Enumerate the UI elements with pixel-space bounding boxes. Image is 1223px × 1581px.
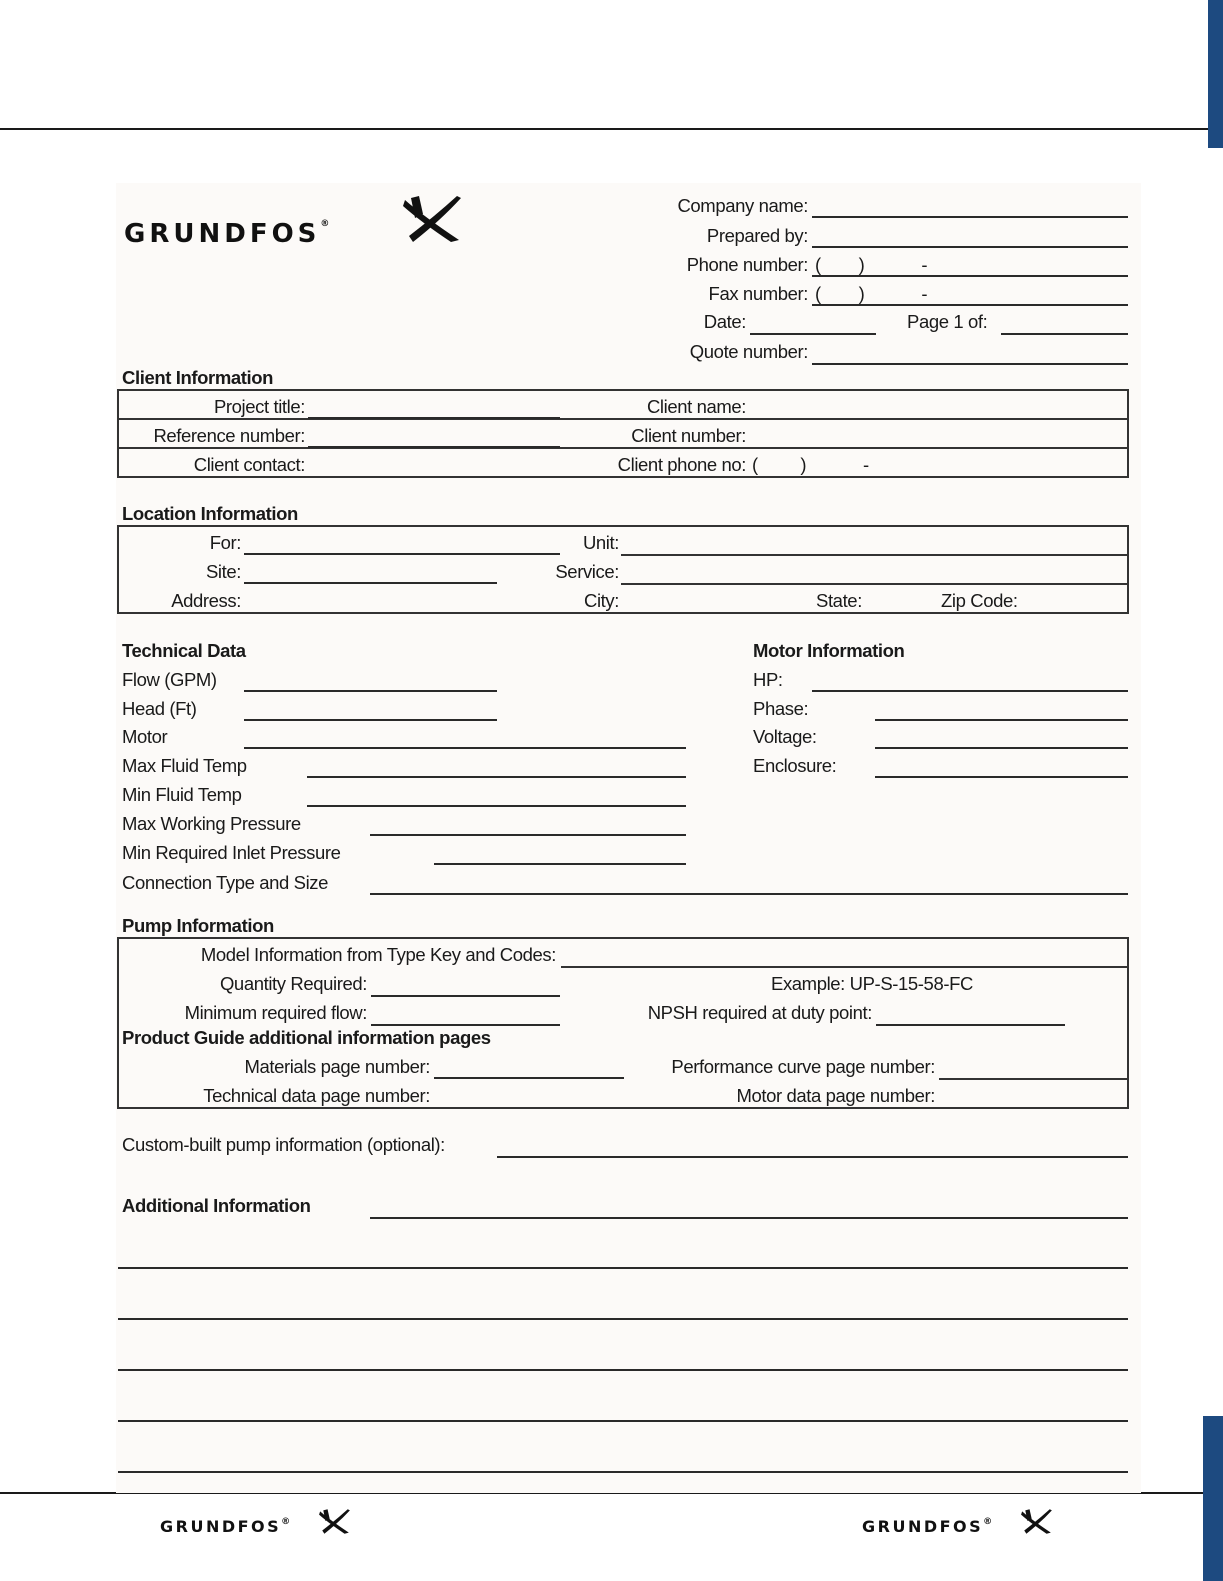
reference-number-label: Reference number: — [153, 425, 305, 446]
head-label: Head (Ft) — [122, 698, 197, 719]
max-working-pressure-label: Max Working Pressure — [122, 813, 301, 834]
fax-number-template: ( ) - — [815, 283, 928, 304]
site-field[interactable] — [244, 582, 497, 584]
quantity-required-field[interactable] — [371, 995, 560, 997]
hp-field[interactable] — [812, 690, 1128, 692]
fax-number-label: Fax number: — [708, 283, 808, 304]
phone-number-field[interactable] — [812, 275, 1128, 277]
motor-page-label: Motor data page number: — [736, 1085, 935, 1106]
location-row-divider — [621, 583, 1127, 585]
min-fluid-temp-field[interactable] — [307, 805, 686, 807]
date-field[interactable] — [750, 333, 876, 335]
example-text: Example: UP-S-15-58-FC — [771, 973, 973, 994]
client-phone-template: ( ) - — [752, 454, 869, 475]
header-rule — [0, 128, 1208, 130]
grundfos-x-icon — [318, 1508, 352, 1536]
performance-row-divider — [939, 1078, 1127, 1080]
quantity-required-label: Quantity Required: — [219, 973, 367, 994]
accent-bar-bottom — [1203, 1416, 1223, 1581]
motor-label: Motor — [122, 726, 168, 747]
voltage-label: Voltage: — [753, 726, 817, 747]
hp-label: HP: — [753, 669, 783, 690]
accent-bar-top — [1208, 0, 1223, 148]
grundfos-x-icon — [1020, 1508, 1054, 1536]
model-information-label: Model Information from Type Key and Codes: — [200, 944, 556, 965]
phone-number-label: Phone number: — [686, 254, 808, 275]
additional-information-line[interactable] — [370, 1217, 1128, 1219]
phase-field[interactable] — [875, 719, 1128, 721]
page-count-field[interactable] — [1001, 333, 1128, 335]
project-title-label: Project title: — [213, 396, 305, 417]
voltage-field[interactable] — [875, 747, 1128, 749]
city-label: City: — [583, 590, 619, 611]
quote-number-label: Quote number: — [689, 341, 808, 362]
min-inlet-pressure-field[interactable] — [434, 863, 686, 865]
pump-information-title: Pump Information — [122, 915, 274, 936]
reference-number-field[interactable] — [308, 446, 560, 448]
date-label: Date: — [703, 311, 746, 332]
custom-pump-field[interactable] — [497, 1156, 1128, 1158]
client-number-label: Client number: — [631, 425, 746, 446]
technical-page-label: Technical data page number: — [203, 1085, 430, 1106]
company-name-field[interactable] — [812, 216, 1128, 218]
prepared-by-field[interactable] — [812, 246, 1128, 248]
unit-label: Unit: — [582, 532, 619, 553]
flow-label: Flow (GPM) — [122, 669, 217, 690]
address-label: Address: — [171, 590, 241, 611]
phone-number-template: ( ) - — [815, 254, 928, 275]
phase-label: Phase: — [753, 698, 809, 719]
performance-page-label: Performance curve page number: — [671, 1056, 935, 1077]
fax-number-field[interactable] — [812, 304, 1128, 306]
additional-information-line[interactable] — [118, 1318, 1128, 1320]
location-row-divider — [621, 554, 1127, 556]
additional-information-line[interactable] — [118, 1267, 1128, 1269]
grundfos-logo: GRUNDFOS® — [124, 219, 330, 249]
max-fluid-temp-field[interactable] — [307, 776, 686, 778]
max-working-pressure-field[interactable] — [370, 834, 686, 836]
min-inlet-pressure-label: Min Required Inlet Pressure — [122, 842, 341, 863]
location-information-title: Location Information — [122, 503, 298, 524]
client-row-divider — [119, 418, 1127, 420]
motor-field[interactable] — [244, 747, 686, 749]
custom-pump-label: Custom-built pump information (optional): — [122, 1134, 445, 1155]
additional-information-line[interactable] — [118, 1420, 1128, 1422]
client-name-label: Client name: — [646, 396, 746, 417]
client-row-divider — [119, 447, 1127, 449]
technical-data-title: Technical Data — [122, 640, 246, 661]
page-count-label: Page 1 of: — [907, 311, 988, 332]
client-contact-label: Client contact: — [193, 454, 305, 475]
prepared-by-label: Prepared by: — [706, 225, 808, 246]
min-fluid-temp-label: Min Fluid Temp — [122, 784, 242, 805]
for-field[interactable] — [244, 553, 560, 555]
connection-label: Connection Type and Size — [122, 872, 329, 893]
grundfos-x-icon — [401, 196, 465, 244]
max-fluid-temp-label: Max Fluid Temp — [122, 755, 247, 776]
motor-information-title: Motor Information — [753, 640, 905, 661]
enclosure-label: Enclosure: — [753, 755, 837, 776]
client-information-title: Client Information — [122, 367, 274, 388]
site-label: Site: — [205, 561, 241, 582]
quote-number-field[interactable] — [812, 363, 1128, 365]
enclosure-field[interactable] — [875, 776, 1128, 778]
product-guide-title: Product Guide additional information pages — [122, 1027, 491, 1048]
npsh-label: NPSH required at duty point: — [647, 1002, 872, 1023]
connection-field[interactable] — [370, 893, 1128, 895]
zip-code-label: Zip Code: — [941, 590, 1018, 611]
project-title-field[interactable] — [308, 417, 560, 419]
model-row-divider — [561, 966, 1127, 968]
additional-information-title: Additional Information — [122, 1195, 311, 1216]
service-label: Service: — [555, 561, 619, 582]
state-label: State: — [816, 590, 862, 611]
materials-page-label: Materials page number: — [244, 1056, 430, 1077]
company-name-label: Company name: — [677, 195, 808, 216]
footer-logo-left: GRUNDFOS® — [160, 1517, 291, 1536]
for-label: For: — [209, 532, 241, 553]
minimum-flow-field[interactable] — [371, 1024, 560, 1026]
additional-information-line[interactable] — [118, 1471, 1128, 1473]
minimum-flow-label: Minimum required flow: — [184, 1002, 367, 1023]
materials-page-field[interactable] — [434, 1077, 624, 1079]
additional-information-line[interactable] — [118, 1369, 1128, 1371]
npsh-field[interactable] — [876, 1024, 1065, 1026]
footer-logo-right: GRUNDFOS® — [862, 1517, 993, 1536]
head-field[interactable] — [244, 719, 497, 721]
flow-field[interactable] — [244, 690, 497, 692]
client-phone-label: Client phone no: — [617, 454, 746, 475]
